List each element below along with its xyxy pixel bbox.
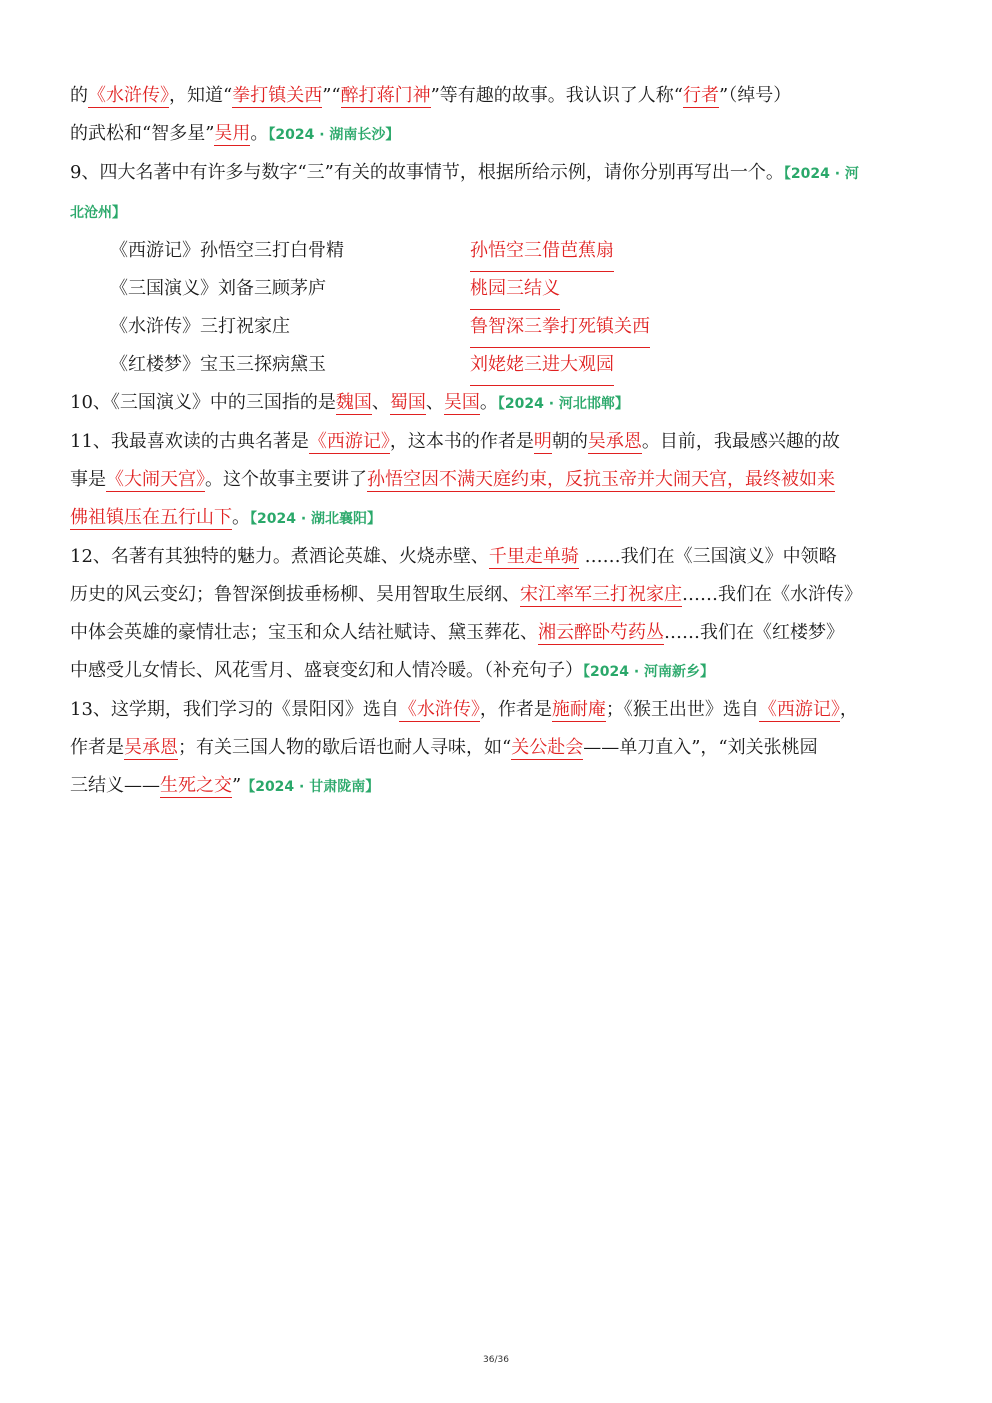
answer: 《西游记》 (758, 699, 840, 720)
text: 。这个故事主要讲了 (205, 469, 367, 490)
answer: 魏国 (335, 392, 372, 413)
text: 。 (250, 123, 269, 144)
text: 。 (479, 392, 498, 413)
answer: 吴用 (214, 123, 251, 144)
text: ”（绰号） (719, 85, 792, 106)
answer: 《西游记》 (308, 431, 390, 452)
answer: 湘云醉卧芍药丛 (538, 622, 664, 643)
answer: 千里走单骑 (488, 546, 579, 567)
text: ”“ (322, 85, 341, 106)
text: 、 (425, 392, 444, 413)
text: ， (839, 699, 858, 720)
q8-line-1 (70, 77, 922, 115)
q13-line-1 (70, 691, 922, 729)
text: 中感受儿女情长、风花雪月、盛衰变幻和人情冷暖。（补充句子） (70, 660, 583, 681)
text: ，作者是 (479, 699, 552, 720)
q12-line-4 (70, 652, 922, 691)
answer: 拳打镇关西 (232, 85, 323, 106)
text: 中体会英雄的豪情壮志；宝玉和众人结社赋诗、黛玉葬花、 (70, 622, 538, 643)
text: ……我们在《三国演义》中领略 (578, 546, 837, 567)
answer: 吴承恩 (124, 737, 178, 758)
text: 。目前，我最感兴趣的故 (641, 431, 840, 452)
q9-row (70, 308, 922, 346)
q13-line-2 (70, 729, 922, 767)
question-text: 13、这学期，我们学习的《景阳冈》选自 (70, 699, 399, 720)
q8-line-2 (70, 115, 922, 154)
source-tag: 【2024 · 河北邯郸】 (497, 396, 629, 412)
text: 、 (371, 392, 390, 413)
q12-line-2 (70, 576, 922, 614)
answer: 孙悟空三借芭蕉扇 (470, 232, 614, 272)
answer: 桃园三结义 (470, 270, 560, 310)
q11-line-2 (70, 461, 922, 499)
answer: 孙悟空因不满天庭约束，反抗玉帝并大闹天宫，最终被如来 (367, 469, 835, 490)
text: ；有关三国人物的歇后语也耐人寻味，如“ (178, 737, 512, 758)
text: ；《猴王出世》选自 (605, 699, 759, 720)
source-tag: 【2024 · 河 (783, 166, 859, 182)
q9-row (70, 346, 922, 384)
answer: 醉打蒋门神 (340, 85, 431, 106)
source-tag: 北沧州】 (70, 205, 126, 221)
q11-line-1 (70, 423, 922, 461)
answer: 关公赴会 (511, 737, 584, 758)
text: 朝的 (551, 431, 588, 452)
answer: 佛祖镇压在五行山下 (70, 507, 232, 528)
text: 历史的风云变幻；鲁智深倒拔垂杨柳、吴用智取生辰纲、 (70, 584, 520, 605)
example-text: 《红楼梦》宝玉三探病黛玉 (110, 354, 326, 375)
question-text: 12、名著有其独特的魅力。煮酒论英雄、火烧赤壁、 (70, 546, 489, 567)
text: 事是 (70, 469, 106, 490)
answer: 《水浒传》 (398, 699, 480, 720)
source-tag: 【2024 · 河南新乡】 (583, 664, 715, 680)
q11-line-3 (70, 499, 922, 538)
text: 。 (232, 507, 250, 528)
answer: 生死之交 (160, 775, 232, 796)
q12-line-1 (70, 538, 922, 576)
answer: 行者 (683, 85, 720, 106)
text: ……我们在《水浒传》 (682, 584, 862, 605)
source-tag: 【2024 · 甘肃陇南】 (241, 779, 380, 795)
text: ”等有趣的故事。我认识了人称“ (430, 85, 684, 106)
example-text: 《西游记》孙悟空三打白骨精 (110, 240, 344, 261)
text: 作者是 (70, 737, 124, 758)
answer: 宋江率军三打祝家庄 (520, 584, 682, 605)
question-text: 10、《三国演义》中的三国指的是 (70, 392, 336, 413)
question-content (70, 77, 922, 806)
question-text: 11、我最喜欢读的古典名著是 (70, 431, 309, 452)
source-tag: 【2024 · 湖北襄阳】 (250, 511, 382, 527)
q9-row (70, 232, 922, 270)
text: 的武松和“智多星” (70, 123, 215, 144)
text: ” (232, 775, 242, 796)
text: ……我们在《红楼梦》 (664, 622, 844, 643)
example-text: 《水浒传》三打祝家庄 (110, 316, 290, 337)
answer: 施耐庵 (551, 699, 606, 720)
q9-line-2 (70, 193, 922, 232)
text: 三结义—— (70, 775, 160, 796)
q9-line-1 (70, 154, 922, 193)
q10-line (70, 384, 922, 423)
answer: 蜀国 (389, 392, 426, 413)
question-text: 9、四大名著中有许多与数字“三”有关的故事情节，根据所给示例，请你分别再写出一个。 (70, 162, 784, 183)
answer: 鲁智深三拳打死镇关西 (470, 308, 650, 348)
q13-line-3 (70, 767, 922, 806)
answer: 刘姥姥三进大观园 (470, 346, 614, 386)
answer: 吴承恩 (587, 431, 642, 452)
page-number: 36/36 (483, 1355, 509, 1365)
answer: 《大闹天宫》 (106, 469, 205, 490)
q12-line-3 (70, 614, 922, 652)
text: ，知道“ (169, 85, 233, 106)
text: 的 (70, 85, 88, 106)
text: ——单刀直入”，“刘关张桃园 (583, 737, 818, 758)
answer: 《水浒传》 (88, 85, 169, 106)
q9-row (70, 270, 922, 308)
source-tag: 【2024 · 湖南长沙】 (268, 127, 400, 143)
example-text: 《三国演义》刘备三顾茅庐 (110, 278, 326, 299)
answer: 明 (533, 431, 552, 452)
text: ，这本书的作者是 (389, 431, 534, 452)
answer: 吴国 (443, 392, 480, 413)
